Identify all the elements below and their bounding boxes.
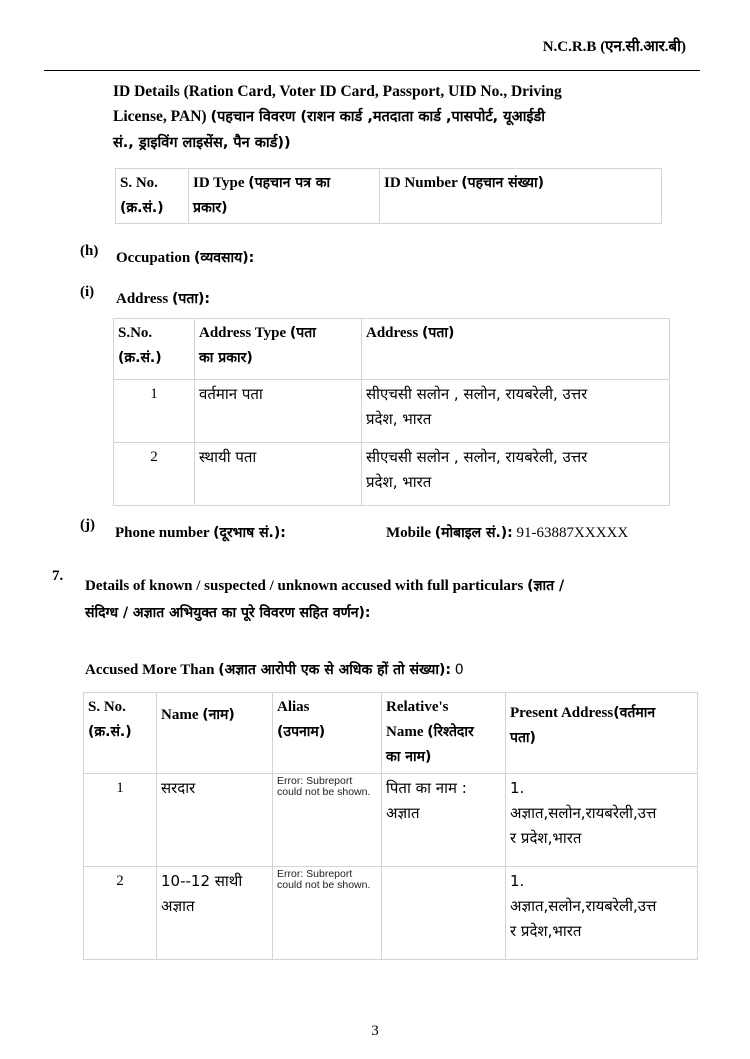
row-address-type: वर्तमान पता: [195, 380, 362, 443]
id-details-table: [115, 168, 662, 224]
mobile-field: Mobile (मोबाइल सं.): 91-63887XXXXX: [386, 525, 629, 541]
row-sno: 2: [114, 443, 195, 506]
row-present-address: 1. अज्ञात,सलोन,रायबरेली,उत्त र प्रदेश,भारत: [506, 774, 698, 867]
address-table: [113, 318, 670, 506]
occupation-label: Occupation (व्यवसाय):: [116, 250, 255, 266]
row-sno: 2: [84, 867, 157, 960]
row-address-type: स्थायी पता: [195, 443, 362, 506]
col-id-type: ID Type (पहचान पत्र का प्रकार): [189, 169, 380, 224]
row-address: सीएचसी सलोन , सलोन, रायबरेली, उत्तर प्रदेश, भारत: [362, 443, 670, 506]
row-sno: 1: [84, 774, 157, 867]
phone-marker: (j): [80, 517, 95, 533]
col-id-number: ID Number (पहचान संख्या): [380, 169, 662, 224]
page-header: N.C.R.B (एन.सी.आर.बी): [542, 39, 686, 55]
row-relative-name: [382, 867, 506, 960]
table-row: [84, 867, 698, 960]
accused-table: [83, 692, 698, 960]
accused-more-value: 0: [454, 662, 464, 678]
table-header-row: [84, 693, 698, 774]
phone-label: Phone number (दूरभाष सं.):: [115, 525, 286, 541]
accused-more-than: Accused More Than (अज्ञात आरोपी एक से अधिक हों तो संख्या): 0: [85, 662, 464, 678]
table-row: [84, 774, 698, 867]
id-details-title-line3: सं., ड्राइविंग लाइसेंस, पैन कार्ड)): [113, 135, 291, 151]
col-alias: Alias (उपनाम): [273, 693, 382, 774]
row-alias: Error: Subreport could not be shown.: [273, 774, 382, 867]
row-name: 10--12 साथी अज्ञात: [157, 867, 273, 960]
row-address: सीएचसी सलोन , सलोन, रायबरेली, उत्तर प्रदेश, भारत: [362, 380, 670, 443]
row-relative-name: पिता का नाम : अज्ञात: [382, 774, 506, 867]
id-details-title-line2: License, PAN) (पहचान विवरण (राशन कार्ड ,मतदाता कार्ड ,पासपोर्ट, यूआईडी: [113, 108, 546, 125]
id-details-title-line1: ID Details (Ration Card, Voter ID Card, Passport, UID No., Driving: [113, 83, 562, 100]
row-sno: 1: [114, 380, 195, 443]
table-header-row: [114, 319, 670, 380]
col-sno: S.No. (क्र.सं.): [114, 319, 195, 380]
accused-title-line1: Details of known / suspected / unknown accused with full particulars (ज्ञात /: [85, 578, 565, 594]
table-header-row: [116, 169, 662, 224]
section-number: 7.: [52, 568, 64, 584]
row-name: सरदार: [157, 774, 273, 867]
header-rule: [44, 70, 700, 71]
accused-title-line2: संदिग्ध / अज्ञात अभियुक्त का पूरे विवरण सहित वर्णन):: [85, 605, 371, 621]
table-row: [114, 443, 670, 506]
col-address: Address (पता): [362, 319, 670, 380]
col-sno: S. No. (क्र.सं.): [84, 693, 157, 774]
page-number: 3: [371, 1023, 379, 1039]
mobile-value: 91-63887XXXXX: [516, 525, 629, 541]
col-sno: S. No. (क्र.सं.): [116, 169, 189, 224]
address-marker: (i): [80, 284, 95, 300]
col-address-type: Address Type (पता का प्रकार): [195, 319, 362, 380]
col-present-address: Present Address(वर्तमान पता): [506, 693, 698, 774]
col-relative-name: Relative's Name (रिश्तेदार का नाम): [382, 693, 506, 774]
row-present-address: 1. अज्ञात,सलोन,रायबरेली,उत्त र प्रदेश,भारत: [506, 867, 698, 960]
address-label: Address (पता):: [116, 291, 210, 307]
row-alias: Error: Subreport could not be shown.: [273, 867, 382, 960]
col-name: Name (नाम): [157, 693, 273, 774]
occupation-marker: (h): [80, 243, 99, 259]
table-row: [114, 380, 670, 443]
